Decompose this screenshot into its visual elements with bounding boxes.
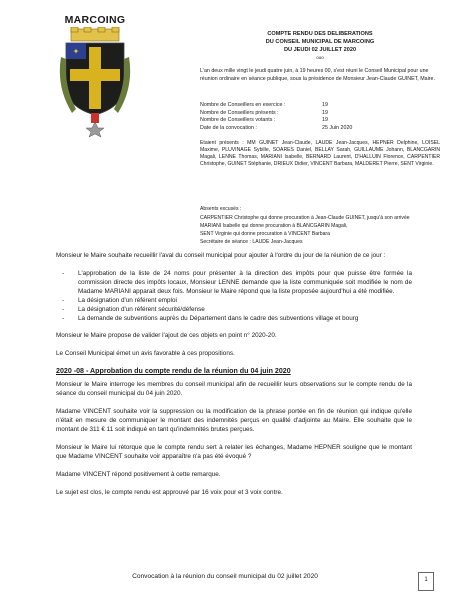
svg-text:✦: ✦ [72, 47, 80, 56]
agenda-bullet [56, 269, 412, 296]
section-heading: 2020 -08 - Approbation du compte rendu de la réunion du 04 juin 2020 [56, 367, 291, 375]
bullet-dash: - [62, 297, 65, 304]
count-row-exercice [200, 102, 440, 110]
meeting-intro: L'an deux mille vingt le jeudi quatre juin, à 19 heures 00, s'est réuni le Conseil Municipal pour une réunion ordinaire en séance publique, sous la présidence de Monsieur Jean-Claude GUINET, Maire. [200, 68, 435, 82]
town-crest [58, 14, 132, 137]
count-value: 19 [322, 117, 328, 124]
bullet-text: La demande de subventions auprès du Département dans le cadre des subventions village et bourg [78, 315, 359, 322]
bullet-text: La désignation d'un référent emploi [78, 297, 177, 304]
bullet-text: L'approbation de la liste de 24 noms pour présenter à la direction des impôts pour que puisse être formée la commission directe des impôts locaux, Monsieur LENNE demande que la liste communiquée soit modifiée le nom de Madame MARIANI apparait deux fois. Monsieur le Maire répond que la liste proposée aujourd'hui a été modifiée. [78, 270, 412, 295]
count-row-votants [200, 117, 440, 125]
secretary-line: Secrétaire de séance : LAUDE Jean-Jacques [200, 239, 303, 246]
coat-of-arms-icon [58, 27, 132, 137]
count-value: 19 [322, 109, 328, 116]
paragraph-vincent-request: Madame VINCENT souhaite voir la suppression ou la modification de la phrase portée en fin de réunion qui indique qu'elle n'était en mesure de communiquer le montant des indemnités perçus en qualité d'adjointe au Maire. Elle souhaite que le montant de 311 € 11 soit indiqué en tant qu'indemnités brutes perçues. [56, 408, 412, 433]
absent-line: SENT Virginie qui donne procuration à VINCENT Barbara [200, 231, 330, 238]
convocation-label: Date de la convocation : [200, 124, 257, 131]
convocation-date-row [200, 125, 440, 133]
bullet-dash: - [62, 306, 65, 313]
bullet-dash: - [62, 315, 65, 322]
present-members: Etaient présents : MM GUINET Jean-Claude, LAUDE Jean-Jacques, HEPNER Delphine, LOISEL Maxime, PLUVINAGE Sybille, SOARES Daniel, BELLAY Sarah, GUILLAUME Johann, BLANCGARIN Magali, LENNE Thomas, MARIANI Isabelle, BERNARD Laurent, D'HALLUIN Florence, CARPENTIER Christophe, GUINET Stéphanie, DRIEUX Didier, VINCENT Barbara, MALDERET Pierre, SENT Virginie. [200, 140, 440, 168]
count-row-presents [200, 110, 440, 118]
agenda-bullet [56, 305, 412, 314]
absent-line: MARIANI Isabelle qui donne procuration à BLANCGARIN Magali, [200, 223, 348, 230]
attendance-counts [200, 102, 440, 132]
count-label: Nombre de Conseillers votants : [200, 117, 276, 124]
town-name: MARCOING [64, 14, 126, 26]
paragraph-agenda-request: Monsieur le Maire souhaite recueillir l'aval du conseil municipal pour ajouter à l'ordre du jour de la réunion de ce jour : [56, 252, 386, 259]
paragraph-council-opinion: Le Conseil Municipal émet un avis favorable à ces propositions. [56, 350, 235, 357]
count-label: Nombre de Conseillers présents : [200, 109, 279, 116]
header-title-line-3: DU JEUDI 02 JUILLET 2020 [283, 47, 357, 53]
absent-line: CARPENTIER Christophe qui donne procuration à Jean-Claude GUINET, jusqu'à son arrivée [200, 215, 410, 222]
minutes-body [56, 251, 412, 497]
agenda-bullet [56, 296, 412, 305]
page-footer: Convocation à la réunion du conseil municipal du 02 juillet 2020 [132, 573, 318, 580]
header-title-line-1: COMPTE RENDU DES DELIBERATIONS [267, 31, 373, 37]
header-separator: ooo [316, 55, 324, 60]
paragraph-mayor-reply: Monsieur le Maire lui rétorque que le compte rendu sert à relater les échanges, Madame HEPNER souligne que le montant que Madame VINCENT souhaite voir apparaître n'a pas été évoqué ? [56, 444, 412, 460]
count-value: 19 [322, 102, 328, 108]
minutes-header [200, 30, 440, 62]
agenda-bullet [56, 314, 412, 323]
paragraph-vote-result: Le sujet est clos, le compte rendu est approuvé par 16 voix pour et 3 voix contre. [56, 489, 283, 496]
header-title-line-2: DU CONSEIL MUNICIPAL DE MARCOING [265, 39, 375, 45]
bullet-text: La désignation d'un référent sécurité/défense [78, 306, 205, 313]
paragraph-mayor-question: Monsieur le Maire interroge les membres du conseil municipal afin de recueillir leurs observations sur le compte rendu de la séance du conseil municipal du 04 juin 2020. [56, 381, 412, 397]
count-label: Nombre de Conseillers en exercice : [200, 102, 286, 108]
absent-members [200, 206, 440, 246]
absent-title: Absents excusés : [200, 206, 242, 212]
page-number: 1 [418, 572, 434, 591]
paragraph-vincent-answer: Madame VINCENT répond positivement à cette remarque. [56, 471, 221, 478]
convocation-date: 25 Juin 2020 [322, 124, 353, 131]
bullet-dash: - [62, 270, 65, 277]
paragraph-proposal: Monsieur le Maire propose de valider l'ajout de ces objets en point n° 2020-20. [56, 332, 277, 339]
